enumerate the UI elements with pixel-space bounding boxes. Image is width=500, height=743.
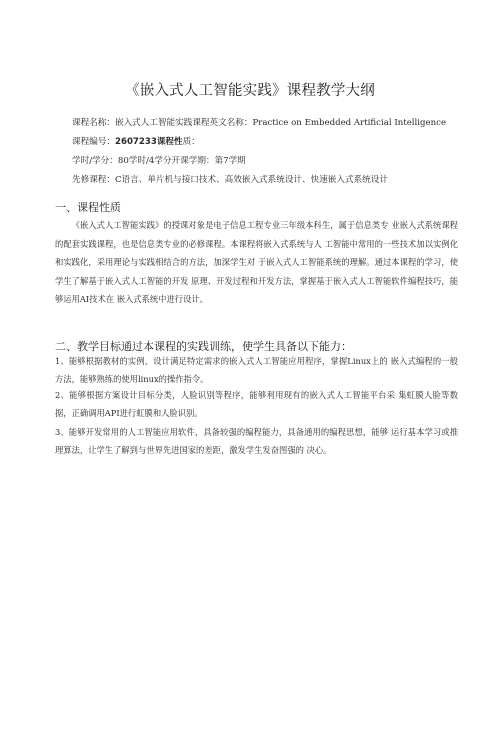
credit-hours-line: 学时/学分：80学时/4学分开课学期：第7学期 [72, 156, 246, 166]
course-code-label: 课程编号： [72, 137, 115, 147]
section-1-body: 《嵌入式人工智能实践》的授课对象是电子信息工程专业三年级本科生，属于信息类专 业嵌入式系统课程的配套实践课程，也是信息类专业的必修课程。本课程将嵌入式系统与人 工智能中常用的一些技术加以实例化和实践化，采用理论与实践相结合的方法，加深学生对 于嵌入式人工智能系统的理解。通过本课程的学习，使学生了解基于嵌入式人工智能的开发 原理、开发过程和开发方法，掌握基于嵌入式人工智能软件编程技巧，能够运用AI技术在 嵌入式系统中进行设计。 [55, 220, 458, 305]
objective-item-1: 1、能够根据教材的实例，设计满足特定需求的嵌入式人工智能应用程序，掌握Linux上的 嵌入式编程的一般方法，能够熟练的使用linux的操作指令。 [55, 356, 458, 384]
course-code-line [72, 135, 472, 147]
section-2-heading: 二、教学目标通过本课程的实践训练，使学生具备以下能力： [55, 340, 352, 353]
section-1-heading: 一、课程性质 [55, 201, 121, 214]
document-title: 《嵌入式人工智能实践》课程教学大纲 [125, 83, 375, 99]
objective-item-3: 3、能够开发常用的人工智能应用软件，具备较强的编程能力，具备通用的编程思想，能够 运行基本学习或推理算法，让学生了解到与世界先进国家的差距，激发学生发奋图强的 决心。 [55, 427, 458, 455]
course-name-line: 课程名称：嵌入式人工智能实践课程英文名称：Practice on Embedded Artificial Intelligence [72, 118, 447, 128]
objective-item-2: 2、能够根据方案设计目标分类，人脸识别等程序，能够利用现有的嵌入式人工智能平台采 集虹膜人脸等数据，正确调用API进行虹膜和人脸识别。 [55, 390, 458, 418]
prerequisites-line: 先修课程：C语言、单片机与接口技术、高效嵌入式系统设计、快速嵌入式系统设计 [72, 175, 388, 185]
course-code-value: 2607233课程性 [114, 137, 183, 147]
course-type-label: 质： [182, 137, 200, 147]
